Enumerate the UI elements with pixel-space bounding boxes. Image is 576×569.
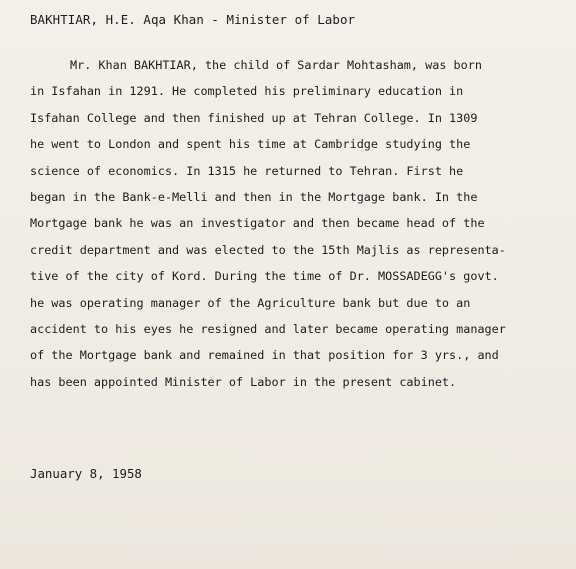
body-line: accident to his eyes he resigned and later became operating manager [30,321,506,336]
document-body [30,52,575,395]
body-line: credit department and was elected to the 15th Majlis as representa- [30,242,506,257]
body-line: of the Mortgage bank and remained in that position for 3 yrs., and [30,348,499,363]
body-line: has been appointed Minister of Labor in the present cabinet. [30,374,457,389]
body-line: he went to London and spent his time at Cambridge studying the [30,137,471,152]
body-line: in Isfahan in 1291. He completed his preliminary education in [30,84,464,99]
body-line: Mr. Khan BAKHTIAR, the child of Sardar Mohtasham, was born [70,58,482,72]
body-line: tive of the city of Kord. During the time of Dr. MOSSADEGG's govt. [30,269,499,284]
body-line: Isfahan College and then finished up at Tehran College. In 1309 [30,110,478,125]
body-line: began in the Bank-e-Melli and then in the Mortgage bank. In the [30,189,478,204]
body-line: Mortgage bank he was an investigator and then became head of the [30,216,485,231]
document-heading: BAKHTIAR, H.E. Aqa Khan - Minister of Labor [30,12,356,27]
body-line: he was operating manager of the Agriculture bank but due to an [30,295,471,310]
document-date: January 8, 1958 [30,466,142,481]
body-line: science of economics. In 1315 he returned to Tehran. First he [30,163,464,178]
